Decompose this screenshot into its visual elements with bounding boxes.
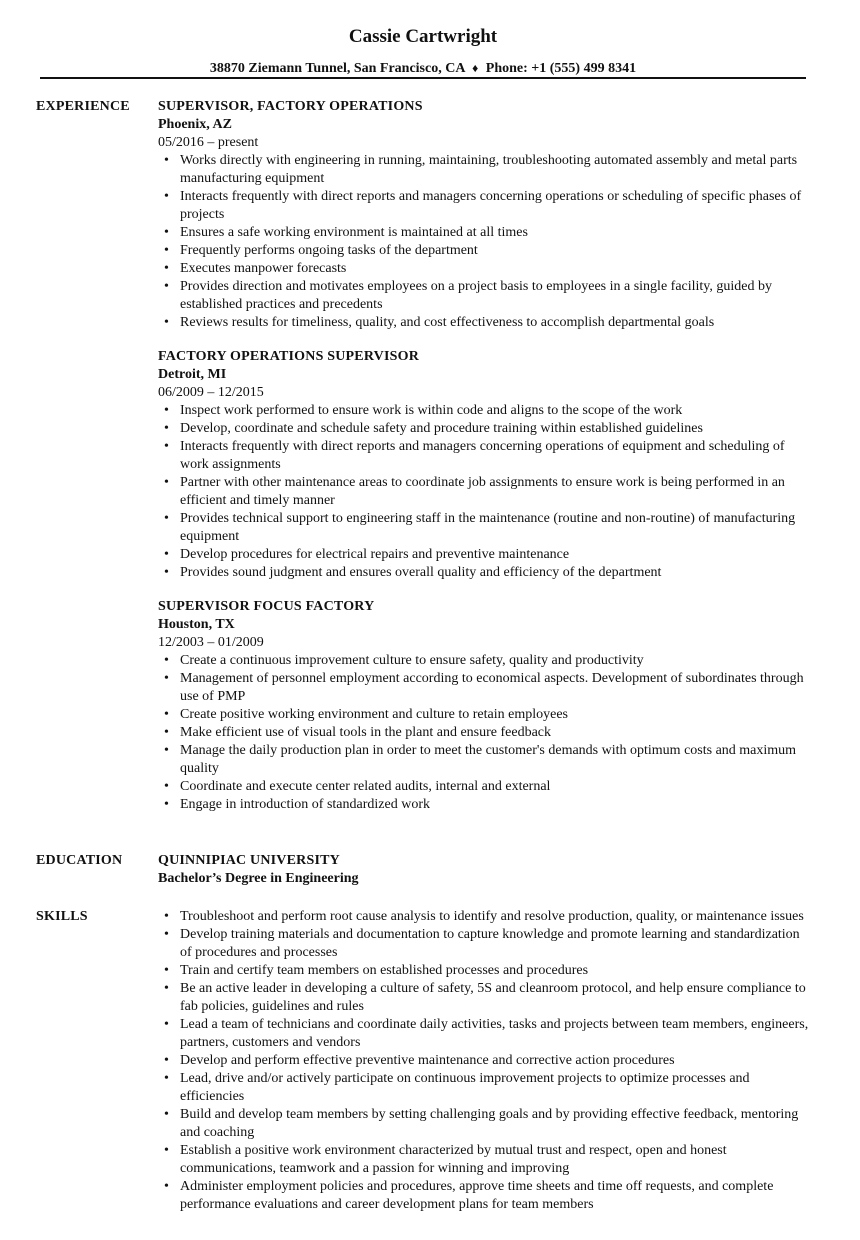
skill-item: • Lead a team of technicians and coordinate daily activities, tasks and projects between team members, engineers, partners, customers and vendors xyxy=(158,1016,810,1052)
skill-item: • Be an active leader in developing a culture of safety, 5S and cleanroom protocol, and help ensure compliance to fab policies, guidelines and rules xyxy=(158,980,810,1016)
header-divider xyxy=(40,77,806,79)
education-heading: EDUCATION xyxy=(36,853,123,868)
experience-list xyxy=(158,98,810,830)
job-dates: 06/2009 – 12/2015 xyxy=(158,385,264,400)
bullet-item: • Works directly with engineering in running, maintaining, troubleshooting automated assembly and metal parts manufacturing equipment xyxy=(158,152,810,188)
job-dates: 05/2016 – present xyxy=(158,135,259,150)
job-bullets xyxy=(158,152,810,332)
education-entry xyxy=(158,852,810,888)
diamond-separator-icon: ♦ xyxy=(472,61,479,75)
address: 38870 Ziemann Tunnel, San Francisco, CA xyxy=(209,61,465,76)
skills-heading: SKILLS xyxy=(36,909,88,924)
bullet-item: • Reviews results for timeliness, quality, and cost effectiveness to accomplish departmental goals xyxy=(158,314,810,332)
job-location: Phoenix, AZ xyxy=(158,117,232,132)
bullet-item: • Interacts frequently with direct reports and managers concerning operations or scheduling of specific phases of projects xyxy=(158,188,810,224)
bullet-item: • Create positive working environment and culture to retain employees xyxy=(158,706,810,724)
skill-item: • Troubleshoot and perform root cause analysis to identify and resolve production, quality, or maintenance issues xyxy=(158,908,810,926)
bullet-item: • Provides sound judgment and ensures overall quality and efficiency of the department xyxy=(158,564,810,582)
bullet-item: • Interacts frequently with direct reports and managers concerning operations of equipment and scheduling of work assignments xyxy=(158,438,810,474)
contact-line xyxy=(0,59,846,78)
job-title: SUPERVISOR, FACTORY OPERATIONS xyxy=(158,99,423,114)
bullet-item: • Ensures a safe working environment is maintained at all times xyxy=(158,224,810,242)
bullet-item: • Partner with other maintenance areas to coordinate job assignments to ensure work is being performed in an efficient and timely manner xyxy=(158,474,810,510)
bullet-item: • Engage in introduction of standardized work xyxy=(158,796,810,814)
phone: Phone: +1 (555) 499 8341 xyxy=(485,61,637,76)
skill-item: • Build and develop team members by setting challenging goals and by providing effective feedback, mentoring and coaching xyxy=(158,1106,810,1142)
skill-item: • Train and certify team members on established processes and procedures xyxy=(158,962,810,980)
bullet-item: • Make efficient use of visual tools in the plant and ensure feedback xyxy=(158,724,810,742)
bullet-item: • Frequently performs ongoing tasks of the department xyxy=(158,242,810,260)
skills-list xyxy=(158,908,810,1214)
candidate-name: Cassie Cartwright xyxy=(348,26,498,47)
bullet-item: • Develop procedures for electrical repairs and preventive maintenance xyxy=(158,546,810,564)
bullet-item: • Management of personnel employment according to economical aspects. Development of subordinates through use of PMP xyxy=(158,670,810,706)
skill-bullets xyxy=(158,908,810,1214)
job-location: Houston, TX xyxy=(158,617,235,632)
bullet-item: • Develop, coordinate and schedule safety and procedure training within established guidelines xyxy=(158,420,810,438)
skill-item: • Administer employment policies and procedures, approve time sheets and time off requests, and complete performance evaluations and career development plans for team members xyxy=(158,1178,810,1214)
job-bullets xyxy=(158,652,810,814)
skill-item: • Develop and perform effective preventive maintenance and corrective action procedures xyxy=(158,1052,810,1070)
bullet-item: • Executes manpower forecasts xyxy=(158,260,810,278)
school-name: QUINNIPIAC UNIVERSITY xyxy=(158,853,340,868)
job-entry xyxy=(158,98,810,332)
bullet-item: • Manage the daily production plan in order to meet the customer's demands with optimum costs and maximum quality xyxy=(158,742,810,778)
skill-item: • Develop training materials and documentation to capture knowledge and promote learning and standardization of procedures and processes xyxy=(158,926,810,962)
bullet-item: • Create a continuous improvement culture to ensure safety, quality and productivity xyxy=(158,652,810,670)
bullet-item: • Provides direction and motivates employees on a project basis to employees in a single facility, guided by established practices and precedents xyxy=(158,278,810,314)
job-location: Detroit, MI xyxy=(158,367,227,382)
bullet-item: • Provides technical support to engineering staff in the maintenance (routine and non-routine) of manufacturing equipment xyxy=(158,510,810,546)
skill-item: • Establish a positive work environment characterized by mutual trust and respect, open and honest communications, teamwork and a passion for winning and improving xyxy=(158,1142,810,1178)
job-dates: 12/2003 – 01/2009 xyxy=(158,635,264,650)
job-bullets xyxy=(158,402,810,582)
job-title: FACTORY OPERATIONS SUPERVISOR xyxy=(158,349,419,364)
experience-heading: EXPERIENCE xyxy=(36,99,130,114)
job-title: SUPERVISOR FOCUS FACTORY xyxy=(158,599,375,614)
skill-item: • Lead, drive and/or actively participate on continuous improvement projects to optimize processes and efficiencies xyxy=(158,1070,810,1106)
bullet-item: • Coordinate and execute center related audits, internal and external xyxy=(158,778,810,796)
job-entry xyxy=(158,348,810,582)
job-entry xyxy=(158,598,810,814)
bullet-item: • Inspect work performed to ensure work is within code and aligns to the scope of the work xyxy=(158,402,810,420)
degree: Bachelor’s Degree in Engineering xyxy=(158,871,359,886)
